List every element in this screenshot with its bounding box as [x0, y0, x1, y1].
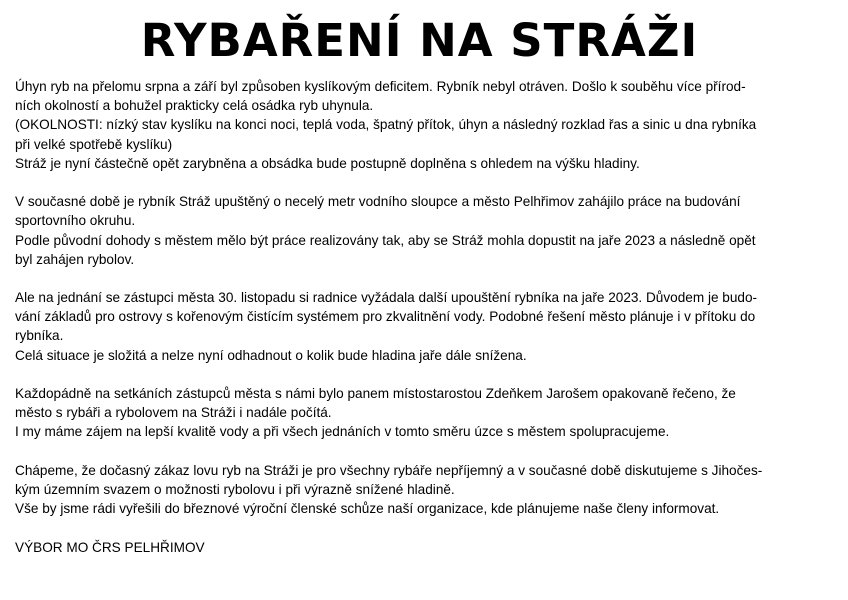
text-line: kým územním svazem o možnosti rybolovu i při výrazně snížené hladině. — [15, 481, 455, 497]
text-line: při velké spotřebě kyslíku) — [15, 136, 173, 152]
text-line: Vše by jsme rádi vyřešili do březnové výroční členské schůze naší organizace, kde plánujeme naše členy informovat. — [15, 501, 720, 517]
text-line: rybníka. — [15, 328, 64, 344]
text-line: Celá situace je složitá a nelze nyní odhadnout o kolik bude hladina jaře dále snížena. — [15, 347, 527, 363]
paragraph-gap — [15, 269, 824, 288]
text-line: ních okolností a bohužel prakticky celá osádka ryb uhynula. — [15, 98, 374, 114]
paragraph-current-state — [15, 192, 824, 269]
text-line: vání základů pro ostrovy s kořenovým čistícím systémem pro zkvalitnění vody. Podobné řešení město plánuje i v přítoku do — [15, 309, 756, 325]
text-line: sportovního okruhu. — [15, 213, 136, 229]
text-line: Úhyn ryb na přelomu srpna a září byl způsoben kyslíkovým deficitem. Rybník nebyl otráven. Došlo k souběhu více přírod- — [15, 79, 746, 94]
signature: VÝBOR MO ČRS PELHŘIMOV — [15, 539, 205, 555]
paragraph-meeting — [15, 288, 824, 365]
text-line: Stráž je nyní částečně opět zarybněna a obsádka bude postupně doplněna s ohledem na výšku hladiny. — [15, 155, 640, 171]
notice-title: RYBAŘENÍ NA STRÁŽI — [140, 14, 699, 67]
paragraph-fishing-ban — [15, 461, 824, 519]
paragraph-gap — [15, 442, 824, 461]
paragraph-city-cooperation — [15, 384, 824, 442]
text-line: (OKOLNOSTI: nízký stav kyslíku na konci noci, teplá voda, špatný přítok, úhyn a následný rozklad řas a sinic u dna rybníka — [15, 117, 757, 133]
paragraph-fish-death — [15, 77, 824, 173]
text-line: V současné době je rybník Stráž upuštěný o necelý metr vodního sloupce a město Pelhřimov zahájilo práce na budování — [15, 194, 741, 210]
text-line: město s rybáři a rybolovem na Stráži i nadále počítá. — [15, 405, 332, 421]
notice-body — [15, 77, 824, 557]
text-line: I my máme zájem na lepší kvalitě vody a při všech jednáních v tomto směru úzce s městem spolupracujeme. — [15, 424, 670, 440]
paragraph-gap — [15, 518, 824, 537]
text-line: Podle původní dohody s městem mělo být práce realizovány tak, aby se Stráž mohla dopustit na jaře 2023 a následně opět — [15, 232, 756, 248]
text-line: Ale na jednání se zástupci města 30. listopadu si radnice vyžádala další upouštění rybníka na jaře 2023. Důvodem je budo- — [15, 290, 758, 306]
text-line: Chápeme, že dočasný zákaz lovu ryb na Stráži je pro všechny rybáře nepříjemný a v současné době diskutujeme s Jihočes- — [15, 462, 763, 478]
paragraph-gap — [15, 365, 824, 384]
paragraph-gap — [15, 173, 824, 192]
text-line: byl zahájen rybolov. — [15, 251, 135, 267]
text-line: Každopádně na setkáních zástupců města s námi bylo panem místostarostou Zdeňkem Jarošem opakovaně řečeno, že — [15, 386, 736, 401]
